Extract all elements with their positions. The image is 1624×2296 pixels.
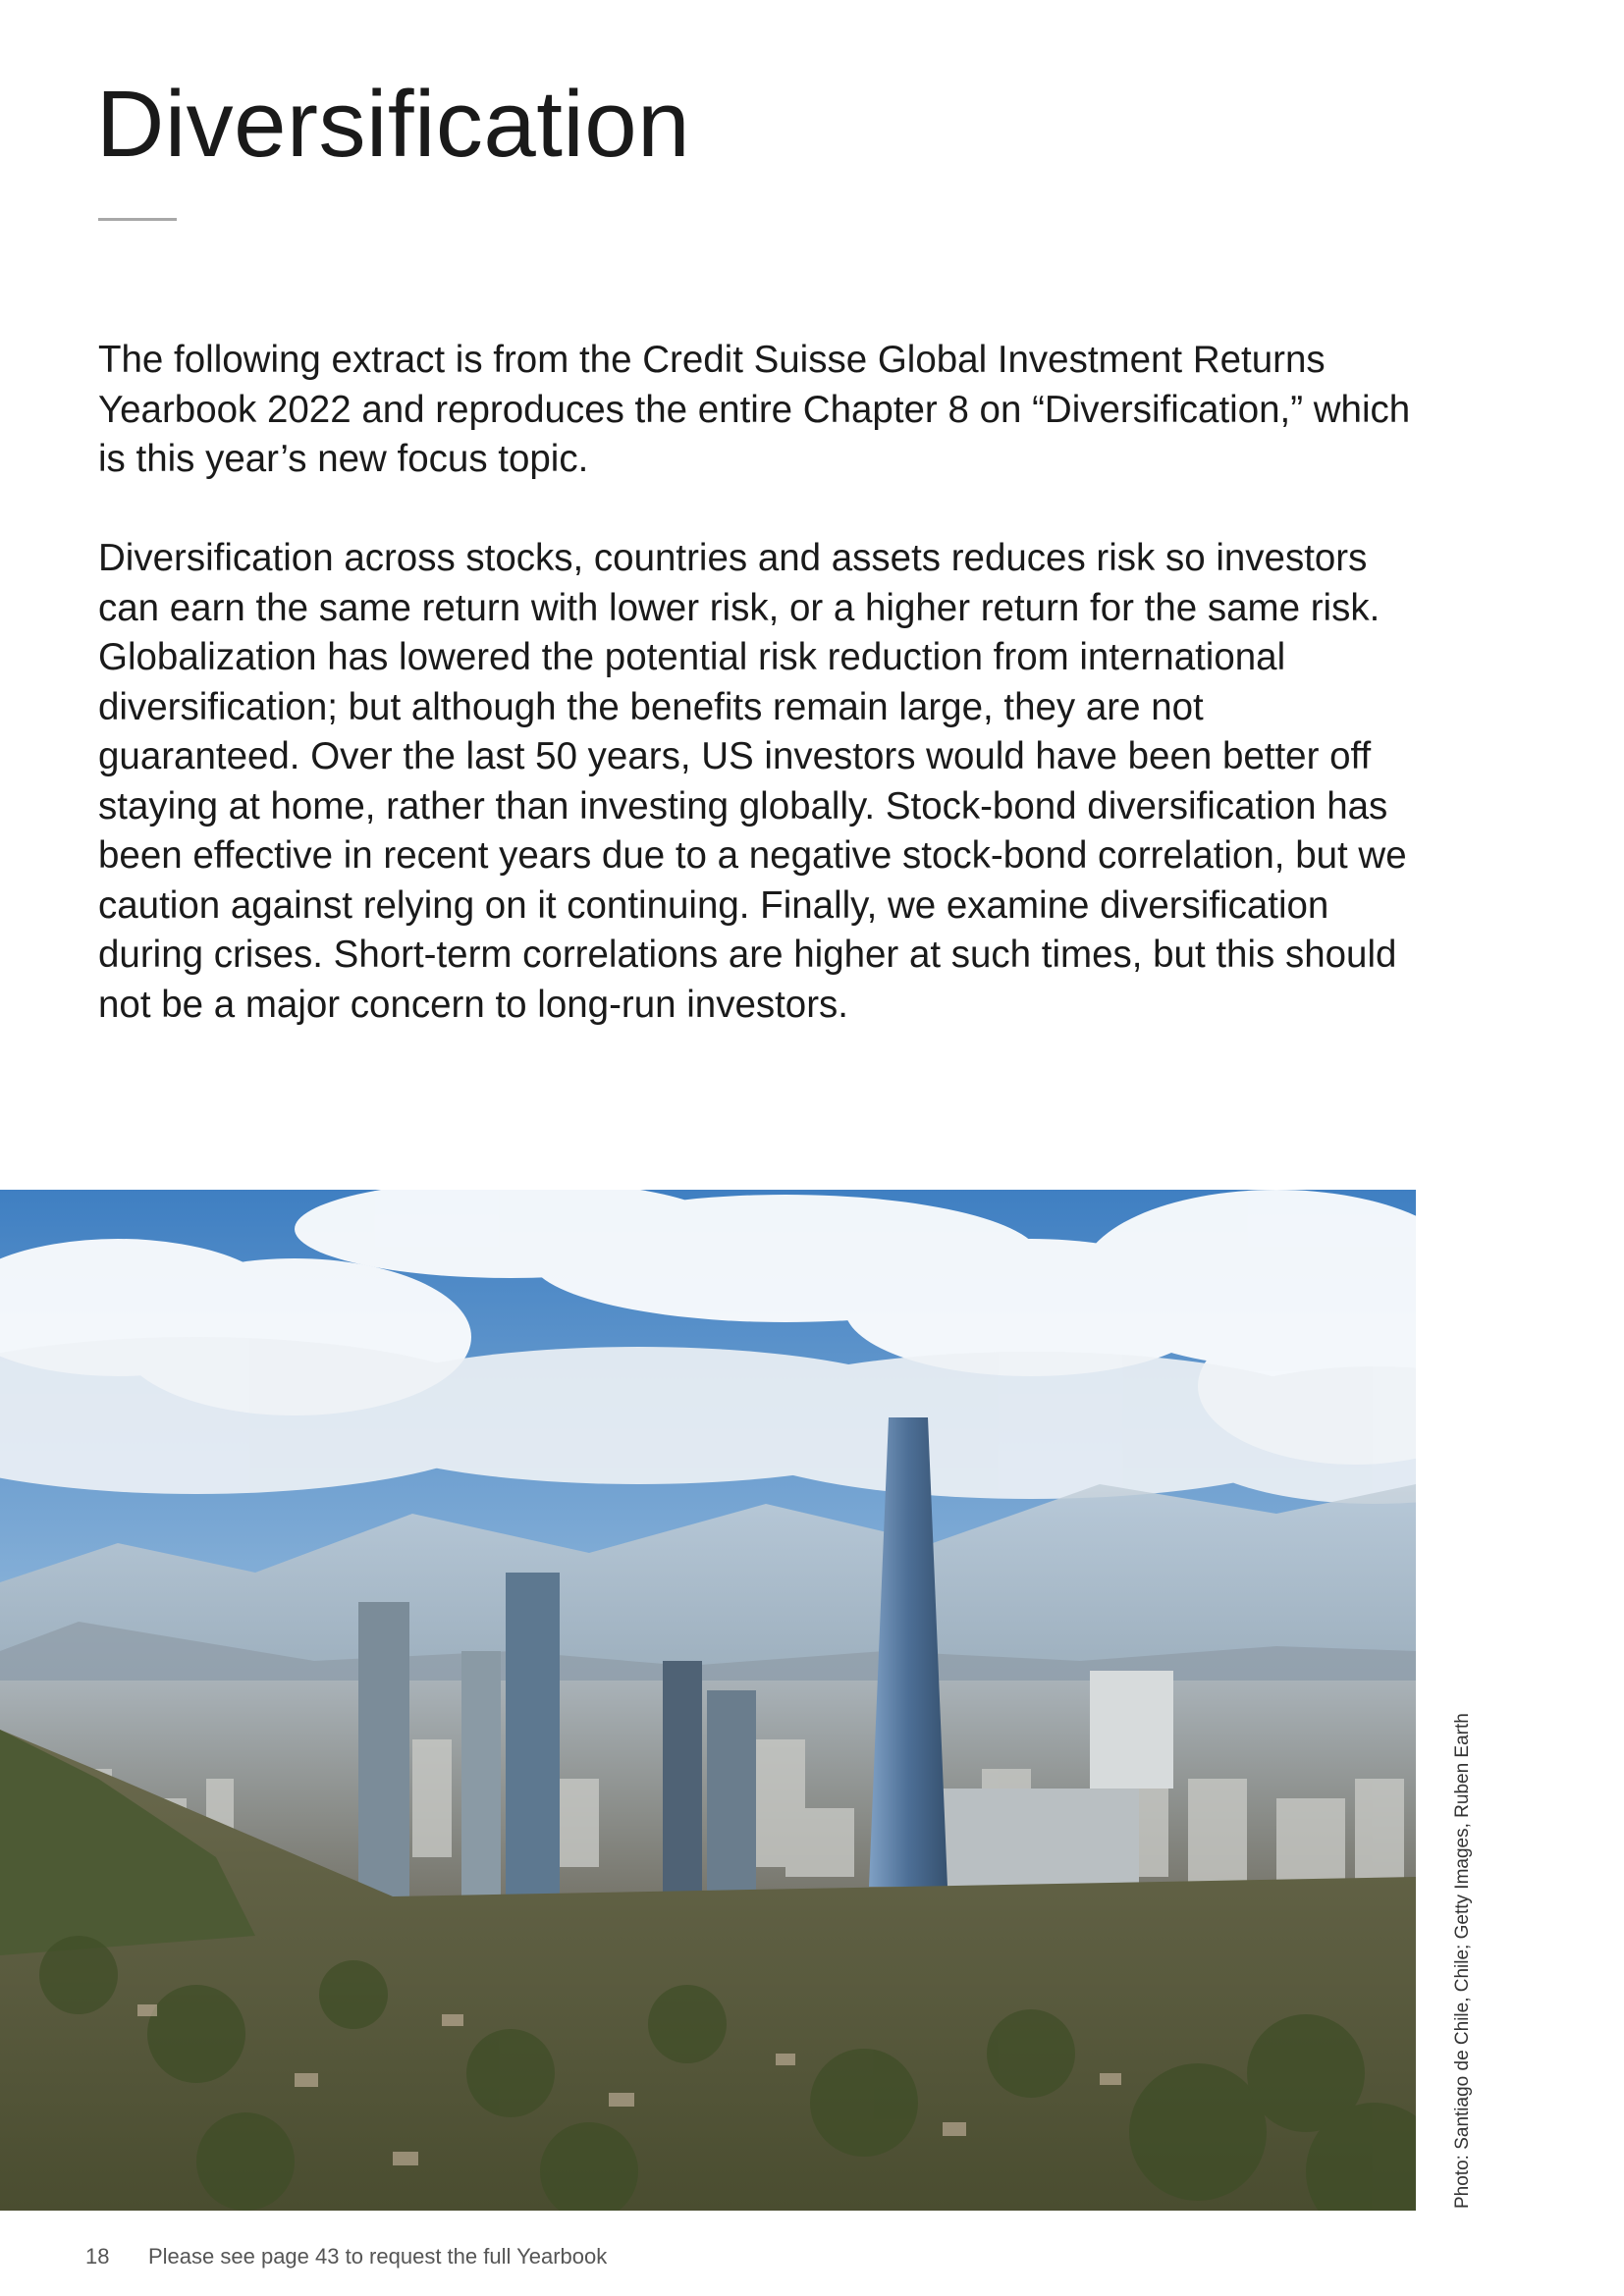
page-title: Diversification (96, 72, 691, 177)
page-number: 18 (85, 2244, 110, 2269)
summary-paragraph: Diversification across stocks, countries and assets reduces risk so investors can earn the same return with lower risk, or a higher return for the same risk. Globalization has lowered the potential risk reduction from international diversification; but although the benefits remain large, they are not guaranteed. Over the last 50 years, US investors would have been better off staying at home, rather than investing globally. Stock-bond diversification has been effective in recent years due to a negative stock-bond correlation, but we caution against relying on it continuing. Finally, we examine diversification during crises. Short-term correlations are higher at such times, but this should not be a major concern to long-run investors. (98, 537, 1407, 1026)
footer-note: Please see page 43 to request the full Yearbook (148, 2244, 608, 2269)
city-skyline-photo (0, 1190, 1416, 2211)
title-divider (98, 218, 177, 221)
photo-credit: Photo: Santiago de Chile, Chile; Getty Images, Ruben Earth (1452, 1713, 1473, 2209)
intro-paragraph: The following extract is from the Credit Suisse Global Investment Returns Yearbook 2022 and reproduces the entire Chapter 8 on “Diversification,” which is this year’s new focus topic. (98, 339, 1411, 480)
